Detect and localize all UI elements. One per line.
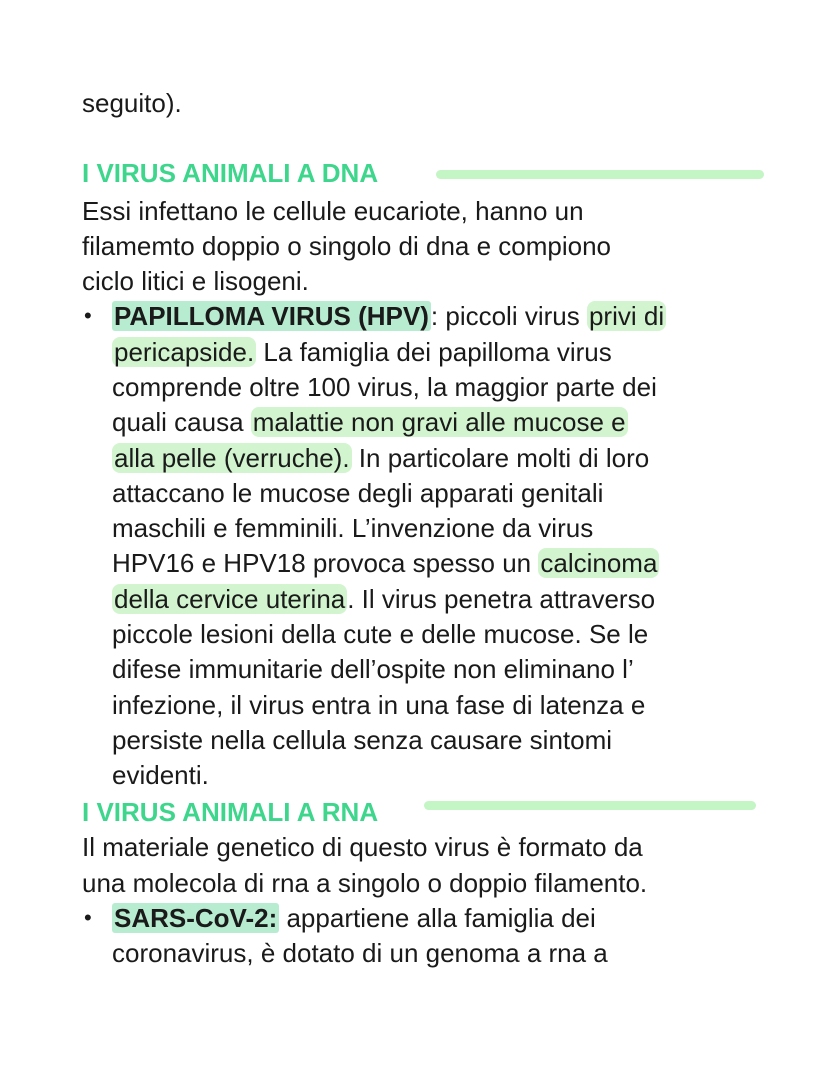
hpv-highlight: malattie non gravi alle mucose e xyxy=(252,407,626,437)
hpv-text: . Il virus penetra attraverso xyxy=(347,584,656,614)
hpv-term: PAPILLOMA VIRUS (HPV) xyxy=(114,301,429,331)
hpv-highlight: pericapside. xyxy=(114,337,255,367)
hpv-bullet: • xyxy=(84,303,92,328)
dna-intro-line: filamemto doppio o singolo di dna e compiono xyxy=(82,231,612,261)
hpv-line xyxy=(112,299,666,333)
sars-text: appartiene alla famiglia dei xyxy=(279,903,596,933)
hpv-colon: : xyxy=(430,301,439,331)
hpv-line xyxy=(112,582,655,616)
rna-intro-line: una molecola di rna a singolo o doppio filamento. xyxy=(82,868,648,898)
hpv-line: piccole lesioni della cute e delle mucose. Se le xyxy=(112,619,649,649)
hpv-highlight: calcinoma xyxy=(540,548,658,578)
dna-section-heading: I VIRUS ANIMALI A DNA xyxy=(82,158,379,188)
hpv-line: comprende oltre 100 virus, la maggior parte dei xyxy=(112,372,657,402)
hpv-line: maschili e femminili. L’invenzione da virus xyxy=(112,513,594,543)
hpv-text: In particolare molti di loro xyxy=(351,443,650,473)
dna-intro-line: Essi infettano le cellule eucariote, hanno un xyxy=(82,196,584,226)
sars-bullet: • xyxy=(84,905,92,930)
hpv-line xyxy=(112,335,612,369)
hpv-text: HPV16 e HPV18 provoca spesso un xyxy=(112,548,539,578)
intro-fragment: seguito). xyxy=(82,88,182,118)
dna-heading-rule xyxy=(436,170,764,179)
hpv-line: evidenti. xyxy=(112,760,209,790)
hpv-line xyxy=(112,441,649,475)
hpv-line: attaccano le mucose degli apparati genitali xyxy=(112,478,604,508)
hpv-text: La famiglia dei papilloma virus xyxy=(256,337,612,367)
hpv-highlight: privi di xyxy=(588,301,665,331)
sars-term: SARS-CoV-2: xyxy=(114,903,278,933)
hpv-text: quali causa xyxy=(112,407,251,437)
hpv-text: piccoli virus xyxy=(438,301,587,331)
sars-line: coronavirus, è dotato di un genoma a rna a xyxy=(112,938,608,968)
sars-line xyxy=(112,901,596,935)
hpv-highlight: della cervice uterina xyxy=(114,584,346,614)
hpv-highlight: alla pelle (verruche). xyxy=(114,443,350,473)
hpv-line: persiste nella cellula senza causare sintomi xyxy=(112,725,613,755)
hpv-line: difese immunitarie dell’ospite non eliminano l’ xyxy=(112,654,634,684)
hpv-line: infezione, il virus entra in una fase di latenza e xyxy=(112,690,646,720)
rna-intro-line: Il materiale genetico di questo virus è formato da xyxy=(82,832,643,862)
hpv-line xyxy=(112,546,659,580)
dna-intro-line: ciclo litici e lisogeni. xyxy=(82,266,309,296)
rna-heading-rule xyxy=(424,801,756,810)
hpv-line xyxy=(112,405,628,439)
rna-section-heading: I VIRUS ANIMALI A RNA xyxy=(82,797,379,827)
